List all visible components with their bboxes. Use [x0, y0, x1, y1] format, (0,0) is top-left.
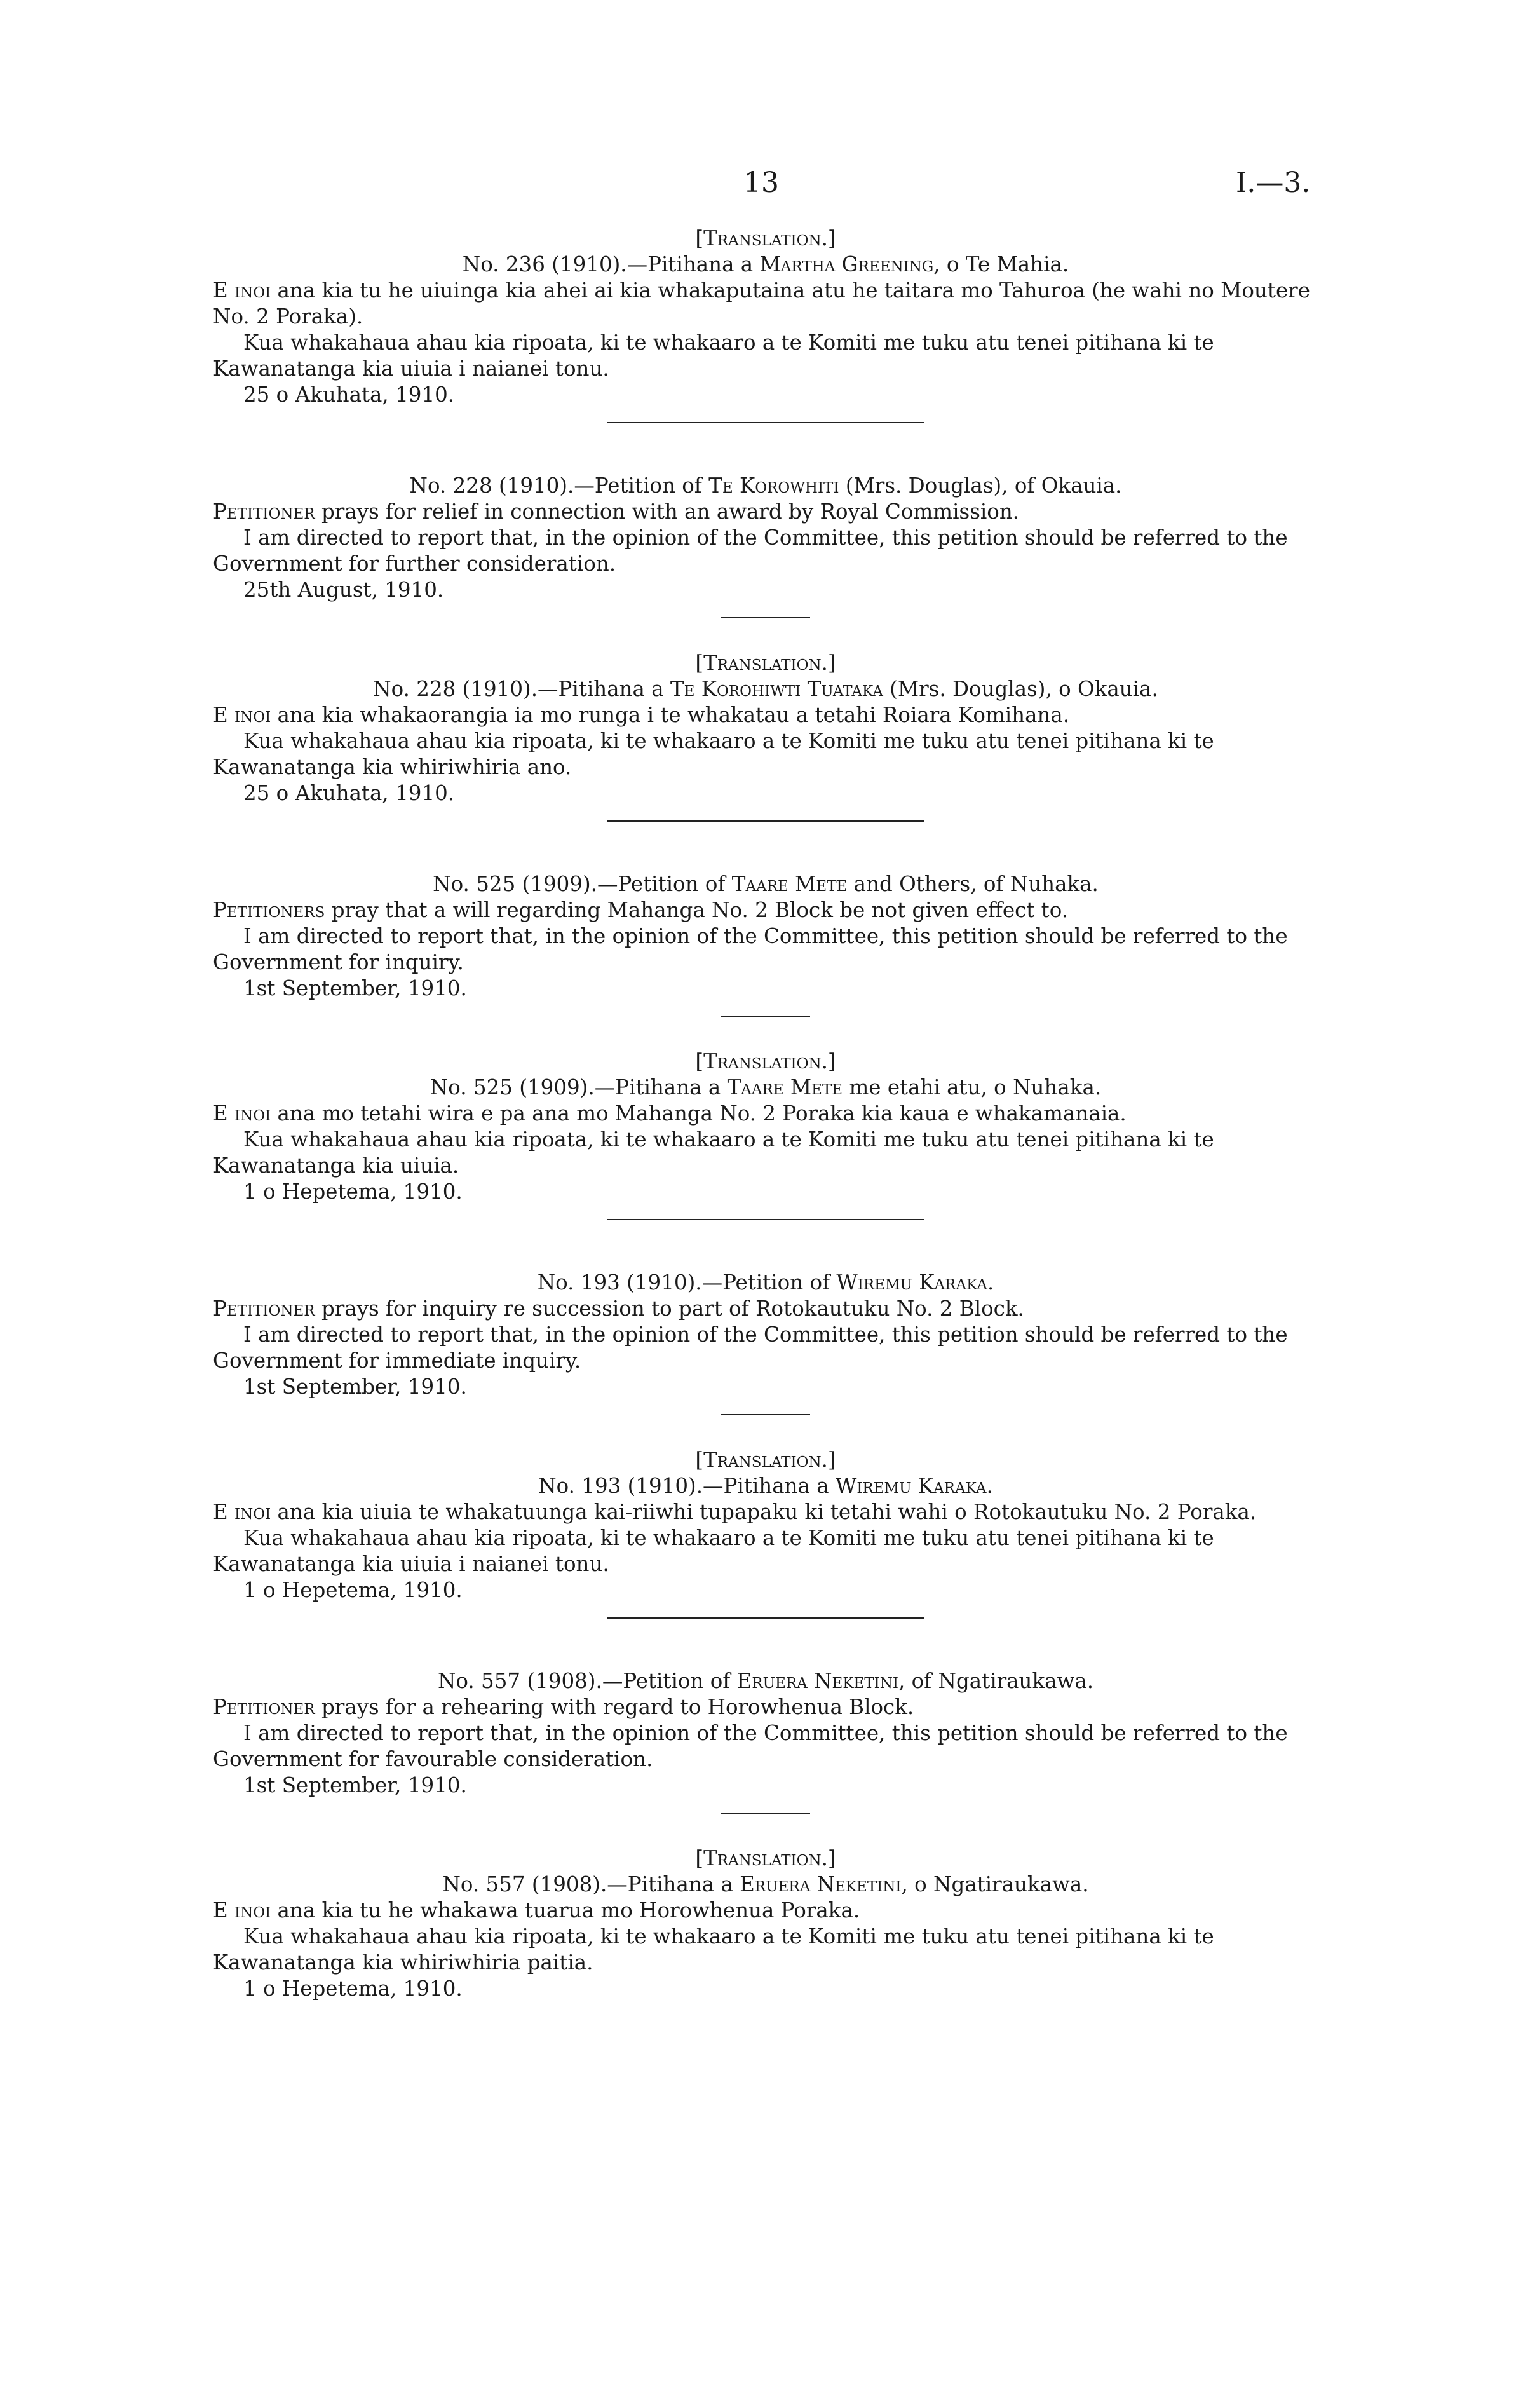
title-lead: —Pitihana a — [626, 252, 760, 276]
prayer-lead: E inoi — [213, 1898, 271, 1922]
petition-entry — [213, 1668, 1318, 1846]
prayer-lead: E inoi — [213, 1500, 271, 1524]
petition-number: No. 193 (1910). — [537, 1270, 702, 1295]
petition-number: No. 228 (1910). — [409, 473, 574, 498]
report-date: 1 o Hepetema, 1910. — [243, 1180, 463, 1204]
title-tail: , o Te Mahia. — [933, 252, 1069, 276]
petition-title — [213, 473, 1318, 499]
translation-label: [Translation.] — [695, 1049, 836, 1073]
title-tail: me etahi atu, o Nuhaka. — [843, 1075, 1102, 1099]
petition-title — [213, 1668, 1318, 1694]
prayer-text: ana kia tu he uiuinga kia ahei ai kia whakaputaina atu he taitara mo Tahuroa (he wahi no Moutere No. 2 Poraka). — [213, 278, 1310, 329]
title-tail: , o Ngatiraukawa. — [901, 1872, 1089, 1896]
title-lead: —Pitihana a — [703, 1474, 836, 1498]
prayer-text: prays for relief in connection with an award by Royal Commission. — [315, 500, 1020, 524]
page-reference: I.—3. — [1236, 167, 1311, 199]
committee-report: I am directed to report that, in the opinion of the Committee, this petition should be referred to the Government for immediate inquiry. — [213, 1323, 1288, 1373]
prayer-lead: Petitioner — [213, 500, 315, 524]
petition-entry — [213, 226, 1318, 473]
petition-number: No. 228 (1910). — [373, 677, 538, 701]
page-header — [0, 167, 1516, 205]
title-tail: and Others, of Nuhaka. — [847, 872, 1099, 896]
petitioner-name: Te Korohiwti Tuataka — [670, 677, 883, 701]
report-date: 1 o Hepetema, 1910. — [243, 1578, 463, 1602]
petition-number: No. 193 (1910). — [538, 1474, 703, 1498]
translation-label: [Translation.] — [695, 226, 836, 250]
petition-entry — [213, 473, 1318, 650]
petition-prayer — [213, 1499, 1318, 1525]
petition-number: No. 236 (1910). — [462, 252, 627, 276]
title-lead: —Pitihana a — [607, 1872, 740, 1896]
petition-entry — [213, 871, 1318, 1049]
prayer-lead: Petitioners — [213, 898, 325, 922]
petition-prayer — [213, 1898, 1318, 1924]
petitioner-name: Wiremu Karaka — [835, 1474, 987, 1498]
title-tail: . — [986, 1474, 993, 1498]
petition-prayer — [213, 897, 1318, 923]
report-date: 1st September, 1910. — [243, 1773, 467, 1797]
title-lead: —Petition of — [597, 872, 732, 896]
committee-report: I am directed to report that, in the opinion of the Committee, this petition should be referred to the Government for inquiry. — [213, 924, 1288, 974]
report-date: 1st September, 1910. — [243, 1375, 467, 1399]
report-date: 25 o Akuhata, 1910. — [243, 781, 455, 805]
prayer-text: prays for a rehearing with regard to Horowhenua Block. — [315, 1695, 914, 1719]
prayer-text: pray that a will regarding Mahanga No. 2 Block be not given effect to. — [325, 898, 1069, 922]
petition-list — [213, 226, 1318, 2002]
petition-title — [213, 1872, 1318, 1898]
petition-prayer — [213, 499, 1318, 525]
petition-prayer — [213, 1101, 1318, 1127]
petition-number: No. 525 (1909). — [433, 872, 597, 896]
translation-label: [Translation.] — [695, 1448, 836, 1472]
title-lead: —Pitihana a — [538, 677, 670, 701]
petition-entry — [213, 1049, 1318, 1270]
report-date: 25 o Akuhata, 1910. — [243, 383, 455, 407]
prayer-lead: E inoi — [213, 703, 271, 727]
committee-report: Kua whakahaua ahau kia ripoata, ki te whakaaro a te Komiti me tuku atu tenei pitihana ki te Kawanatanga kia uiuia i naianei tonu. — [213, 330, 1214, 381]
title-tail: . — [987, 1270, 994, 1295]
petition-title — [213, 1075, 1318, 1101]
prayer-lead: E inoi — [213, 278, 271, 303]
title-lead: —Petition of — [602, 1669, 737, 1693]
petitioner-name: Taare Mete — [727, 1075, 843, 1099]
petitioner-name: Taare Mete — [731, 872, 848, 896]
committee-report: I am directed to report that, in the opinion of the Committee, this petition should be referred to the Government for further consideration. — [213, 526, 1288, 576]
petition-entry — [213, 650, 1318, 871]
petitioner-name: Wiremu Karaka — [836, 1270, 987, 1295]
petitioner-name: Eruera Neketini — [740, 1872, 902, 1896]
petition-entry — [213, 1447, 1318, 1668]
title-tail: (Mrs. Douglas), of Okauia. — [839, 473, 1122, 498]
prayer-text: ana kia uiuia te whakatuunga kai-riiwhi tupapaku ki tetahi wahi o Rotokautuku No. 2 Poraka. — [271, 1500, 1257, 1524]
petition-title — [213, 871, 1318, 897]
petition-title — [213, 1473, 1318, 1499]
petition-prayer — [213, 702, 1318, 728]
title-tail: , of Ngatiraukawa. — [898, 1669, 1094, 1693]
prayer-text: prays for inquiry re succession to part of Rotokautuku No. 2 Block. — [315, 1296, 1024, 1321]
petitioner-name: Eruera Neketini — [736, 1669, 898, 1693]
translation-label: [Translation.] — [695, 1846, 836, 1870]
prayer-text: ana kia whakaorangia ia mo runga i te whakatau a tetahi Roiara Komihana. — [271, 703, 1070, 727]
prayer-text: ana mo tetahi wira e pa ana mo Mahanga No. 2 Poraka kia kaua e whakamanaia. — [271, 1101, 1127, 1126]
committee-report: Kua whakahaua ahau kia ripoata, ki te whakaaro a te Komiti me tuku atu tenei pitihana ki te Kawanatanga kia uiuia i naianei tonu. — [213, 1526, 1214, 1576]
prayer-text: ana kia tu he whakawa tuarua mo Horowhenua Poraka. — [271, 1898, 860, 1922]
title-lead: —Petition of — [701, 1270, 837, 1295]
prayer-lead: Petitioner — [213, 1296, 315, 1321]
petition-entry — [213, 1270, 1318, 1447]
page-number: 13 — [743, 167, 779, 199]
title-lead: —Petition of — [574, 473, 709, 498]
committee-report: I am directed to report that, in the opinion of the Committee, this petition should be referred to the Government for favourable consideration. — [213, 1721, 1288, 1771]
report-date: 1 o Hepetema, 1910. — [243, 1976, 463, 2001]
title-lead: —Pitihana a — [594, 1075, 728, 1099]
petition-prayer — [213, 1694, 1318, 1720]
petition-title — [213, 676, 1318, 702]
petition-prayer — [213, 1296, 1318, 1322]
petition-title — [213, 1270, 1318, 1296]
prayer-lead: E inoi — [213, 1101, 271, 1126]
petition-number: No. 557 (1908). — [442, 1872, 607, 1896]
committee-report: Kua whakahaua ahau kia ripoata, ki te whakaaro a te Komiti me tuku atu tenei pitihana ki te Kawanatanga kia whiriwhiria ano. — [213, 729, 1214, 779]
petition-number: No. 525 (1909). — [430, 1075, 595, 1099]
title-tail: (Mrs. Douglas), o Okauia. — [883, 677, 1158, 701]
committee-report: Kua whakahaua ahau kia ripoata, ki te whakaaro a te Komiti me tuku atu tenei pitihana ki te Kawanatanga kia uiuia. — [213, 1127, 1214, 1178]
report-date: 1st September, 1910. — [243, 976, 467, 1000]
petitioner-name: Martha Greening — [759, 252, 934, 276]
petition-prayer — [213, 278, 1318, 330]
prayer-lead: Petitioner — [213, 1695, 315, 1719]
petition-entry — [213, 1846, 1318, 2002]
petition-title — [213, 252, 1318, 278]
petitioner-name: Te Korowhiti — [708, 473, 839, 498]
petition-number: No. 557 (1908). — [437, 1669, 602, 1693]
report-date: 25th August, 1910. — [243, 578, 444, 602]
committee-report: Kua whakahaua ahau kia ripoata, ki te whakaaro a te Komiti me tuku atu tenei pitihana ki te Kawanatanga kia whiriwhiria paitia. — [213, 1924, 1214, 1975]
translation-label: [Translation.] — [695, 651, 836, 675]
